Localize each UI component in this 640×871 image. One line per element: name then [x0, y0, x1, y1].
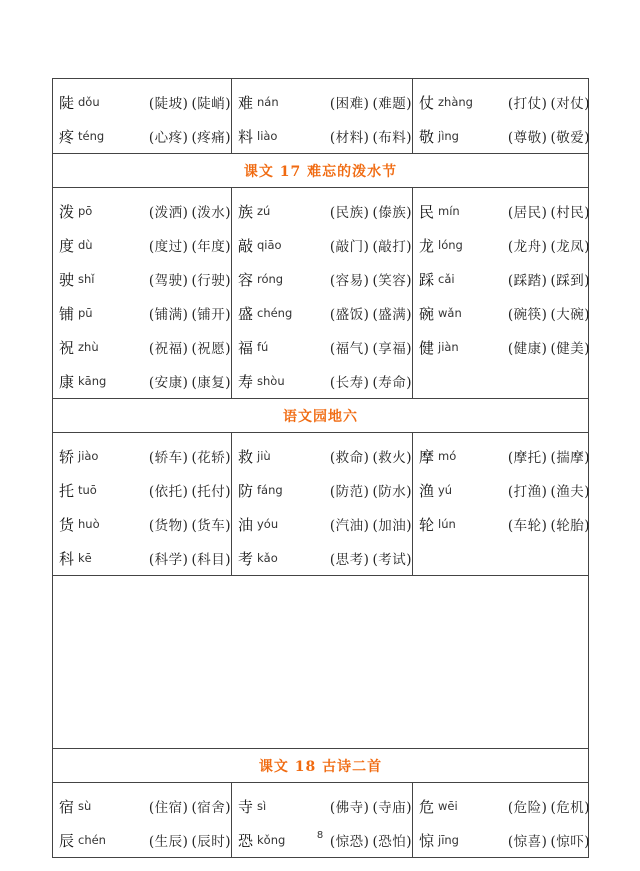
- entry-word-1: (心疼): [148, 130, 189, 146]
- entry-word-1: (铺满): [148, 307, 189, 323]
- entry: [419, 507, 590, 541]
- section-1-col-1: [53, 188, 231, 398]
- section-title-lesson-17: 课文 17 难忘的泼水节: [53, 153, 588, 187]
- entry-pinyin: pū: [78, 306, 93, 320]
- entry-pinyin: kē: [78, 551, 92, 565]
- entry-word-2: (惊吓): [550, 834, 590, 850]
- entry-word-1: (摩托): [507, 450, 548, 466]
- entry-pinyin: lóng: [438, 238, 463, 252]
- entry-char: 陡: [59, 93, 75, 112]
- entry-pinyin: shǐ: [78, 272, 95, 286]
- entry-word-2: (铺开): [191, 307, 231, 323]
- entry-char: 度: [59, 236, 75, 255]
- entry: [59, 85, 231, 119]
- section-3-grid: [53, 782, 588, 857]
- entry: [419, 439, 590, 473]
- entry-word-2: (货车): [191, 518, 231, 534]
- entry-char: 轿: [59, 447, 75, 466]
- entry-word-1: (防范): [329, 484, 370, 500]
- entry-word-2: (轮胎): [550, 518, 590, 534]
- entry-word-2: (辰时): [191, 834, 231, 850]
- entry: [419, 330, 590, 364]
- entry-pinyin: tuō: [78, 483, 97, 497]
- entry-char: 科: [59, 549, 75, 568]
- entry-pinyin: zhàng: [438, 95, 473, 109]
- section-1-grid: [53, 187, 588, 398]
- entry-word-2: (救火): [372, 450, 412, 466]
- entry-pinyin: chén: [78, 833, 106, 847]
- entry: [59, 262, 231, 296]
- entry-char: 渔: [419, 481, 435, 500]
- entry: [238, 439, 412, 473]
- entry-pinyin: zú: [257, 204, 271, 218]
- entry-pinyin: shòu: [257, 374, 285, 388]
- entry-char: 容: [238, 270, 254, 289]
- entry: [59, 439, 231, 473]
- entry-char: 踩: [419, 270, 435, 289]
- section-2-col-3: [412, 433, 590, 575]
- entry-char: 福: [238, 338, 254, 357]
- entry-char: 泼: [59, 202, 75, 221]
- entry: [59, 473, 231, 507]
- section-0-col-1: [53, 79, 231, 153]
- entry-pinyin: liào: [257, 129, 278, 143]
- entry-word-1: (困难): [329, 96, 370, 112]
- entry-word-1: (生辰): [148, 834, 189, 850]
- entry-word-2: (敬爱): [550, 130, 590, 146]
- entry: [419, 119, 590, 153]
- entry: [419, 194, 590, 228]
- entry-word-2: (村民): [550, 205, 590, 221]
- entry-char: 仗: [419, 93, 435, 112]
- entry-word-2: (防水): [372, 484, 412, 500]
- entry-char: 疼: [59, 127, 75, 146]
- entry-word-1: (祝福): [148, 341, 189, 357]
- entry-word-1: (依托): [148, 484, 189, 500]
- entry-word-2: (加油): [372, 518, 412, 534]
- entry: [59, 507, 231, 541]
- entry-pinyin: sì: [257, 799, 267, 813]
- entry-word-1: (住宿): [148, 800, 189, 816]
- entry-word-1: (踩踏): [507, 273, 548, 289]
- entry-pinyin: huò: [78, 517, 100, 531]
- entry-word-2: (寿命): [372, 375, 412, 391]
- entry-word-1: (惊恐): [329, 834, 370, 850]
- entry-char: 康: [59, 372, 75, 391]
- entry: [238, 541, 412, 575]
- page-number: 8: [316, 830, 324, 841]
- entry-pinyin: fáng: [257, 483, 283, 497]
- entry-word-2: (敲打): [372, 239, 412, 255]
- entry-char: 惊: [419, 831, 435, 850]
- entry: [238, 789, 412, 823]
- entry-word-1: (长寿): [329, 375, 370, 391]
- entry-word-2: (危机): [550, 800, 590, 816]
- entry-word-1: (危险): [507, 800, 548, 816]
- entry-word-2: (渔夫): [550, 484, 590, 500]
- entry-word-1: (材料): [329, 130, 370, 146]
- entry-pinyin: nán: [257, 95, 279, 109]
- entry-char: 龙: [419, 236, 435, 255]
- entry-word-1: (尊敬): [507, 130, 548, 146]
- entry-word-1: (民族): [329, 205, 370, 221]
- entry-word-2: (健美): [550, 341, 590, 357]
- entry-word-2: (布料): [372, 130, 412, 146]
- entry-pinyin: kǎo: [257, 551, 278, 565]
- section-title-yuwen-yuandi-6: 语文园地六: [53, 398, 588, 432]
- entry-pinyin: dǒu: [78, 95, 100, 109]
- entry-pinyin: sù: [78, 799, 92, 813]
- entry-pinyin: lún: [438, 517, 456, 531]
- entry-word-2: (难题): [372, 96, 412, 112]
- section-2-col-1: [53, 433, 231, 575]
- entry-pinyin: jīng: [438, 833, 459, 847]
- entry-word-2: (笑容): [372, 273, 412, 289]
- entry-word-1: (泼洒): [148, 205, 189, 221]
- entry-word-1: (敲门): [329, 239, 370, 255]
- entry: [59, 119, 231, 153]
- entry: [59, 228, 231, 262]
- entry-pinyin: pō: [78, 204, 93, 218]
- entry-pinyin: jiàn: [438, 340, 459, 354]
- entry-char: 敬: [419, 127, 435, 146]
- entry: [238, 119, 412, 153]
- entry-pinyin: mó: [438, 449, 457, 463]
- entry-char: 货: [59, 515, 75, 534]
- section-1-col-3: [412, 188, 590, 398]
- entry-char: 碗: [419, 304, 435, 323]
- entry-char: 辰: [59, 831, 75, 850]
- entry-word-1: (轿车): [148, 450, 189, 466]
- entry-word-2: (盛满): [372, 307, 412, 323]
- entry-char: 铺: [59, 304, 75, 323]
- entry-word-1: (车轮): [507, 518, 548, 534]
- entry: [238, 85, 412, 119]
- entry-pinyin: qiāo: [257, 238, 282, 252]
- entry-word-1: (科学): [148, 552, 189, 568]
- entry-word-2: (对仗): [550, 96, 590, 112]
- entry: [238, 262, 412, 296]
- entry-word-1: (驾驶): [148, 273, 189, 289]
- entry-word-2: (宿舍): [191, 800, 231, 816]
- entry-word-2: (寺庙): [372, 800, 412, 816]
- entry: [419, 228, 590, 262]
- entry-pinyin: mín: [438, 204, 460, 218]
- entry-pinyin: téng: [78, 129, 105, 143]
- entry: [419, 262, 590, 296]
- entry-char: 族: [238, 202, 254, 221]
- entry-word-1: (陡坡): [148, 96, 189, 112]
- entry: [419, 473, 590, 507]
- entry-word-1: (龙舟): [507, 239, 548, 255]
- entry-char: 防: [238, 481, 254, 500]
- entry-word-1: (福气): [329, 341, 370, 357]
- section-0-col-3: [412, 79, 590, 153]
- entry-pinyin: yú: [438, 483, 453, 497]
- entry-word-2: (大碗): [550, 307, 590, 323]
- entry-char: 恐: [238, 831, 254, 850]
- entry-char: 健: [419, 338, 435, 357]
- entry-word-2: (疼痛): [191, 130, 231, 146]
- entry-word-1: (碗筷): [507, 307, 548, 323]
- blank-area: [53, 575, 588, 748]
- entry-word-1: (货物): [148, 518, 189, 534]
- section-3-col-1: [53, 783, 231, 857]
- entry-word-1: (度过): [148, 239, 189, 255]
- entry-pinyin: kāng: [78, 374, 107, 388]
- entry-pinyin: jìng: [438, 129, 459, 143]
- section-3-col-3: [412, 783, 590, 857]
- entry: [238, 296, 412, 330]
- entry-char: 盛: [238, 304, 254, 323]
- vocabulary-table: [52, 78, 589, 858]
- entry-word-2: (陡峭): [191, 96, 231, 112]
- entry-pinyin: dù: [78, 238, 93, 252]
- entry-pinyin: jiù: [257, 449, 271, 463]
- entry-word-2: (泼水): [191, 205, 231, 221]
- entry-char: 救: [238, 447, 254, 466]
- entry-pinyin: chéng: [257, 306, 293, 320]
- entry-char: 料: [238, 127, 254, 146]
- entry-word-1: (惊喜): [507, 834, 548, 850]
- entry-char: 危: [419, 797, 435, 816]
- entry-char: 祝: [59, 338, 75, 357]
- entry: [419, 85, 590, 119]
- entry-char: 考: [238, 549, 254, 568]
- entry-word-1: (打渔): [507, 484, 548, 500]
- entry-pinyin: jiào: [78, 449, 99, 463]
- entry-word-1: (安康): [148, 375, 189, 391]
- entry: [238, 473, 412, 507]
- entry-word-2: (祝愿): [191, 341, 231, 357]
- entry-char: 摩: [419, 447, 435, 466]
- entry-word-2: (龙凤): [550, 239, 590, 255]
- entry: [59, 364, 231, 398]
- entry: [238, 507, 412, 541]
- entry-pinyin: kǒng: [257, 833, 286, 847]
- entry: [419, 789, 590, 823]
- entry: [419, 296, 590, 330]
- entry-pinyin: wēi: [438, 799, 458, 813]
- entry-word-2: (康复): [191, 375, 231, 391]
- section-0-grid: [53, 78, 588, 153]
- entry-word-1: (健康): [507, 341, 548, 357]
- entry-word-1: (容易): [329, 273, 370, 289]
- entry-word-2: (傣族): [372, 205, 412, 221]
- entry: [59, 541, 231, 575]
- entry-word-2: (科目): [191, 552, 231, 568]
- entry-word-2: (揣摩): [550, 450, 590, 466]
- entry-word-1: (居民): [507, 205, 548, 221]
- entry-word-1: (打仗): [507, 96, 548, 112]
- entry-pinyin: róng: [257, 272, 284, 286]
- entry-word-2: (年度): [191, 239, 231, 255]
- entry-char: 民: [419, 202, 435, 221]
- section-3-col-2: [231, 783, 412, 857]
- section-title-lesson-18: 课文 18 古诗二首: [53, 748, 588, 782]
- section-2-col-2: [231, 433, 412, 575]
- entry-word-2: (恐怕): [372, 834, 412, 850]
- entry-word-2: (踩到): [550, 273, 590, 289]
- section-2-grid: [53, 432, 588, 575]
- entry-pinyin: wǎn: [438, 306, 462, 320]
- entry-pinyin: fú: [257, 340, 269, 354]
- entry-word-1: (救命): [329, 450, 370, 466]
- entry-char: 油: [238, 515, 254, 534]
- entry-word-2: (享福): [372, 341, 412, 357]
- section-1-col-2: [231, 188, 412, 398]
- entry-char: 敲: [238, 236, 254, 255]
- entry-pinyin: cǎi: [438, 272, 455, 286]
- entry: [59, 194, 231, 228]
- entry-pinyin: yóu: [257, 517, 279, 531]
- entry: [59, 789, 231, 823]
- entry-word-1: (盛饭): [329, 307, 370, 323]
- entry-char: 难: [238, 93, 254, 112]
- entry: [59, 296, 231, 330]
- entry: [238, 228, 412, 262]
- entry-word-1: (汽油): [329, 518, 370, 534]
- entry-char: 托: [59, 481, 75, 500]
- entry: [238, 330, 412, 364]
- entry: [238, 364, 412, 398]
- entry-char: 寺: [238, 797, 254, 816]
- entry-word-1: (思考): [329, 552, 370, 568]
- entry-char: 驶: [59, 270, 75, 289]
- entry-char: 寿: [238, 372, 254, 391]
- section-0-col-2: [231, 79, 412, 153]
- entry-pinyin: zhù: [78, 340, 99, 354]
- entry-word-2: (行驶): [191, 273, 231, 289]
- entry: [238, 194, 412, 228]
- entry-word-1: (佛寺): [329, 800, 370, 816]
- entry-word-2: (花轿): [191, 450, 231, 466]
- entry-char: 轮: [419, 515, 435, 534]
- entry-word-2: (托付): [191, 484, 231, 500]
- entry-word-2: (考试): [372, 552, 412, 568]
- entry-char: 宿: [59, 797, 75, 816]
- entry: [59, 330, 231, 364]
